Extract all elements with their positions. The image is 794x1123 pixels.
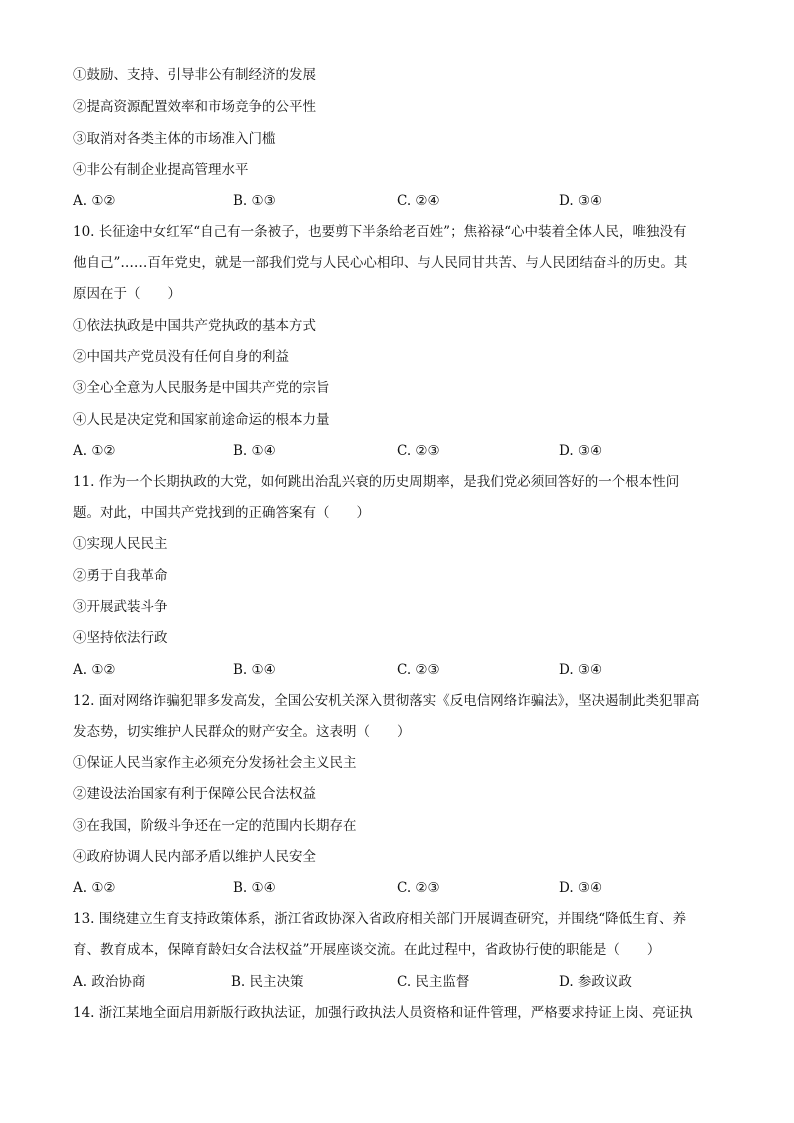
option-c: C. ②④ — [397, 193, 440, 209]
q11-stem-line-1: 11. 作为一个长期执政的大党，如何跳出治乱兴衰的历史周期率，是我们党必须回答好的一个根本性问 — [73, 474, 680, 490]
q9-item-1: ①鼓励、支持、引导非公有制经济的发展 — [73, 67, 316, 83]
option-d: D. ③④ — [559, 443, 603, 459]
q10-stem-line-1: 10. 长征途中女红军“自己有一条被子，也要剪下半条给老百姓”；焦裕禄“心中装着全体人民，唯独没有 — [73, 224, 687, 240]
option-c: C. ②③ — [397, 880, 440, 896]
q9-item-4: ④非公有制企业提高管理水平 — [73, 162, 249, 178]
q12-item-3: ③在我国，阶级斗争还在一定的范围内长期存在 — [73, 818, 357, 834]
q12-stem-line-2: 发态势，切实维护人民群众的财产安全。这表明（ ） — [73, 724, 411, 740]
q11-item-2: ②勇于自我革命 — [73, 568, 168, 584]
option-a: A. ①② — [73, 193, 116, 209]
q14-stem-line-1: 14. 浙江某地全面启用新版行政执法证，加强行政执法人员资格和证件管理，严格要求持证上岗、亮证执 — [73, 1005, 693, 1021]
option-a: A. ①② — [73, 880, 116, 896]
q12-stem-line-1: 12. 面对网络诈骗犯罪多发高发，全国公安机关深入贯彻落实《反电信网络诈骗法》，坚决遏制此类犯罪高 — [73, 693, 700, 709]
q10-stem-line-2: 他自己”……百年党史，就是一部我们党与人民心心相印、与人民同甘共苦、与人民团结奋斗的历史。其 — [73, 255, 688, 271]
option-c: C. ②③ — [397, 443, 440, 459]
q9-item-2: ②提高资源配置效率和市场竞争的公平性 — [73, 99, 316, 115]
q11-item-4: ④坚持依法行政 — [73, 630, 168, 646]
option-b: B. 民主决策 — [231, 974, 304, 990]
option-a: A. ①② — [73, 443, 116, 459]
option-b: B. ①③ — [233, 193, 276, 209]
q11-item-1: ①实现人民民主 — [73, 536, 168, 552]
q9-options — [73, 192, 733, 210]
option-a: A. ①② — [73, 662, 116, 678]
q11-item-3: ③开展武装斗争 — [73, 599, 168, 615]
option-b: B. ①④ — [233, 443, 276, 459]
q13-stem-line-1: 13. 围绕建立生育支持政策体系，浙江省政协深入省政府相关部门开展调查研究，并围绕“降低生育、养 — [73, 911, 687, 927]
option-c: C. 民主监督 — [397, 974, 470, 990]
option-b: B. ①④ — [233, 880, 276, 896]
q10-item-2: ②中国共产党员没有任何自身的利益 — [73, 349, 289, 365]
q9-item-3: ③取消对各类主体的市场准入门槛 — [73, 131, 276, 147]
q12-item-2: ②建设法治国家有利于保障公民合法权益 — [73, 786, 316, 802]
q10-item-4: ④人民是决定党和国家前途命运的根本力量 — [73, 412, 330, 428]
q10-item-3: ③全心全意为人民服务是中国共产党的宗旨 — [73, 380, 330, 396]
option-c: C. ②③ — [397, 662, 440, 678]
option-d: D. 参政议政 — [559, 974, 632, 990]
q10-stem-line-3: 原因在于（ ） — [73, 286, 181, 302]
option-a: A. 政治协商 — [73, 974, 146, 990]
option-d: D. ③④ — [559, 193, 603, 209]
option-d: D. ③④ — [559, 880, 603, 896]
q10-item-1: ①依法执政是中国共产党执政的基本方式 — [73, 318, 316, 334]
q12-item-4: ④政府协调人民内部矛盾以维护人民安全 — [73, 849, 316, 865]
q10-options — [73, 442, 733, 460]
option-b: B. ①④ — [233, 662, 276, 678]
q12-item-1: ①保证人民当家作主必须充分发扬社会主义民主 — [73, 755, 357, 771]
option-d: D. ③④ — [559, 662, 603, 678]
q13-stem-line-2: 育、教育成本，保障育龄妇女合法权益”开展座谈交流。在此过程中，省政协行使的职能是（ ） — [73, 942, 661, 958]
q11-stem-line-2: 题。对此，中国共产党找到的正确答案有（ ） — [73, 505, 370, 521]
q11-options — [73, 661, 733, 679]
q12-options — [73, 879, 733, 897]
q13-options — [73, 973, 733, 991]
